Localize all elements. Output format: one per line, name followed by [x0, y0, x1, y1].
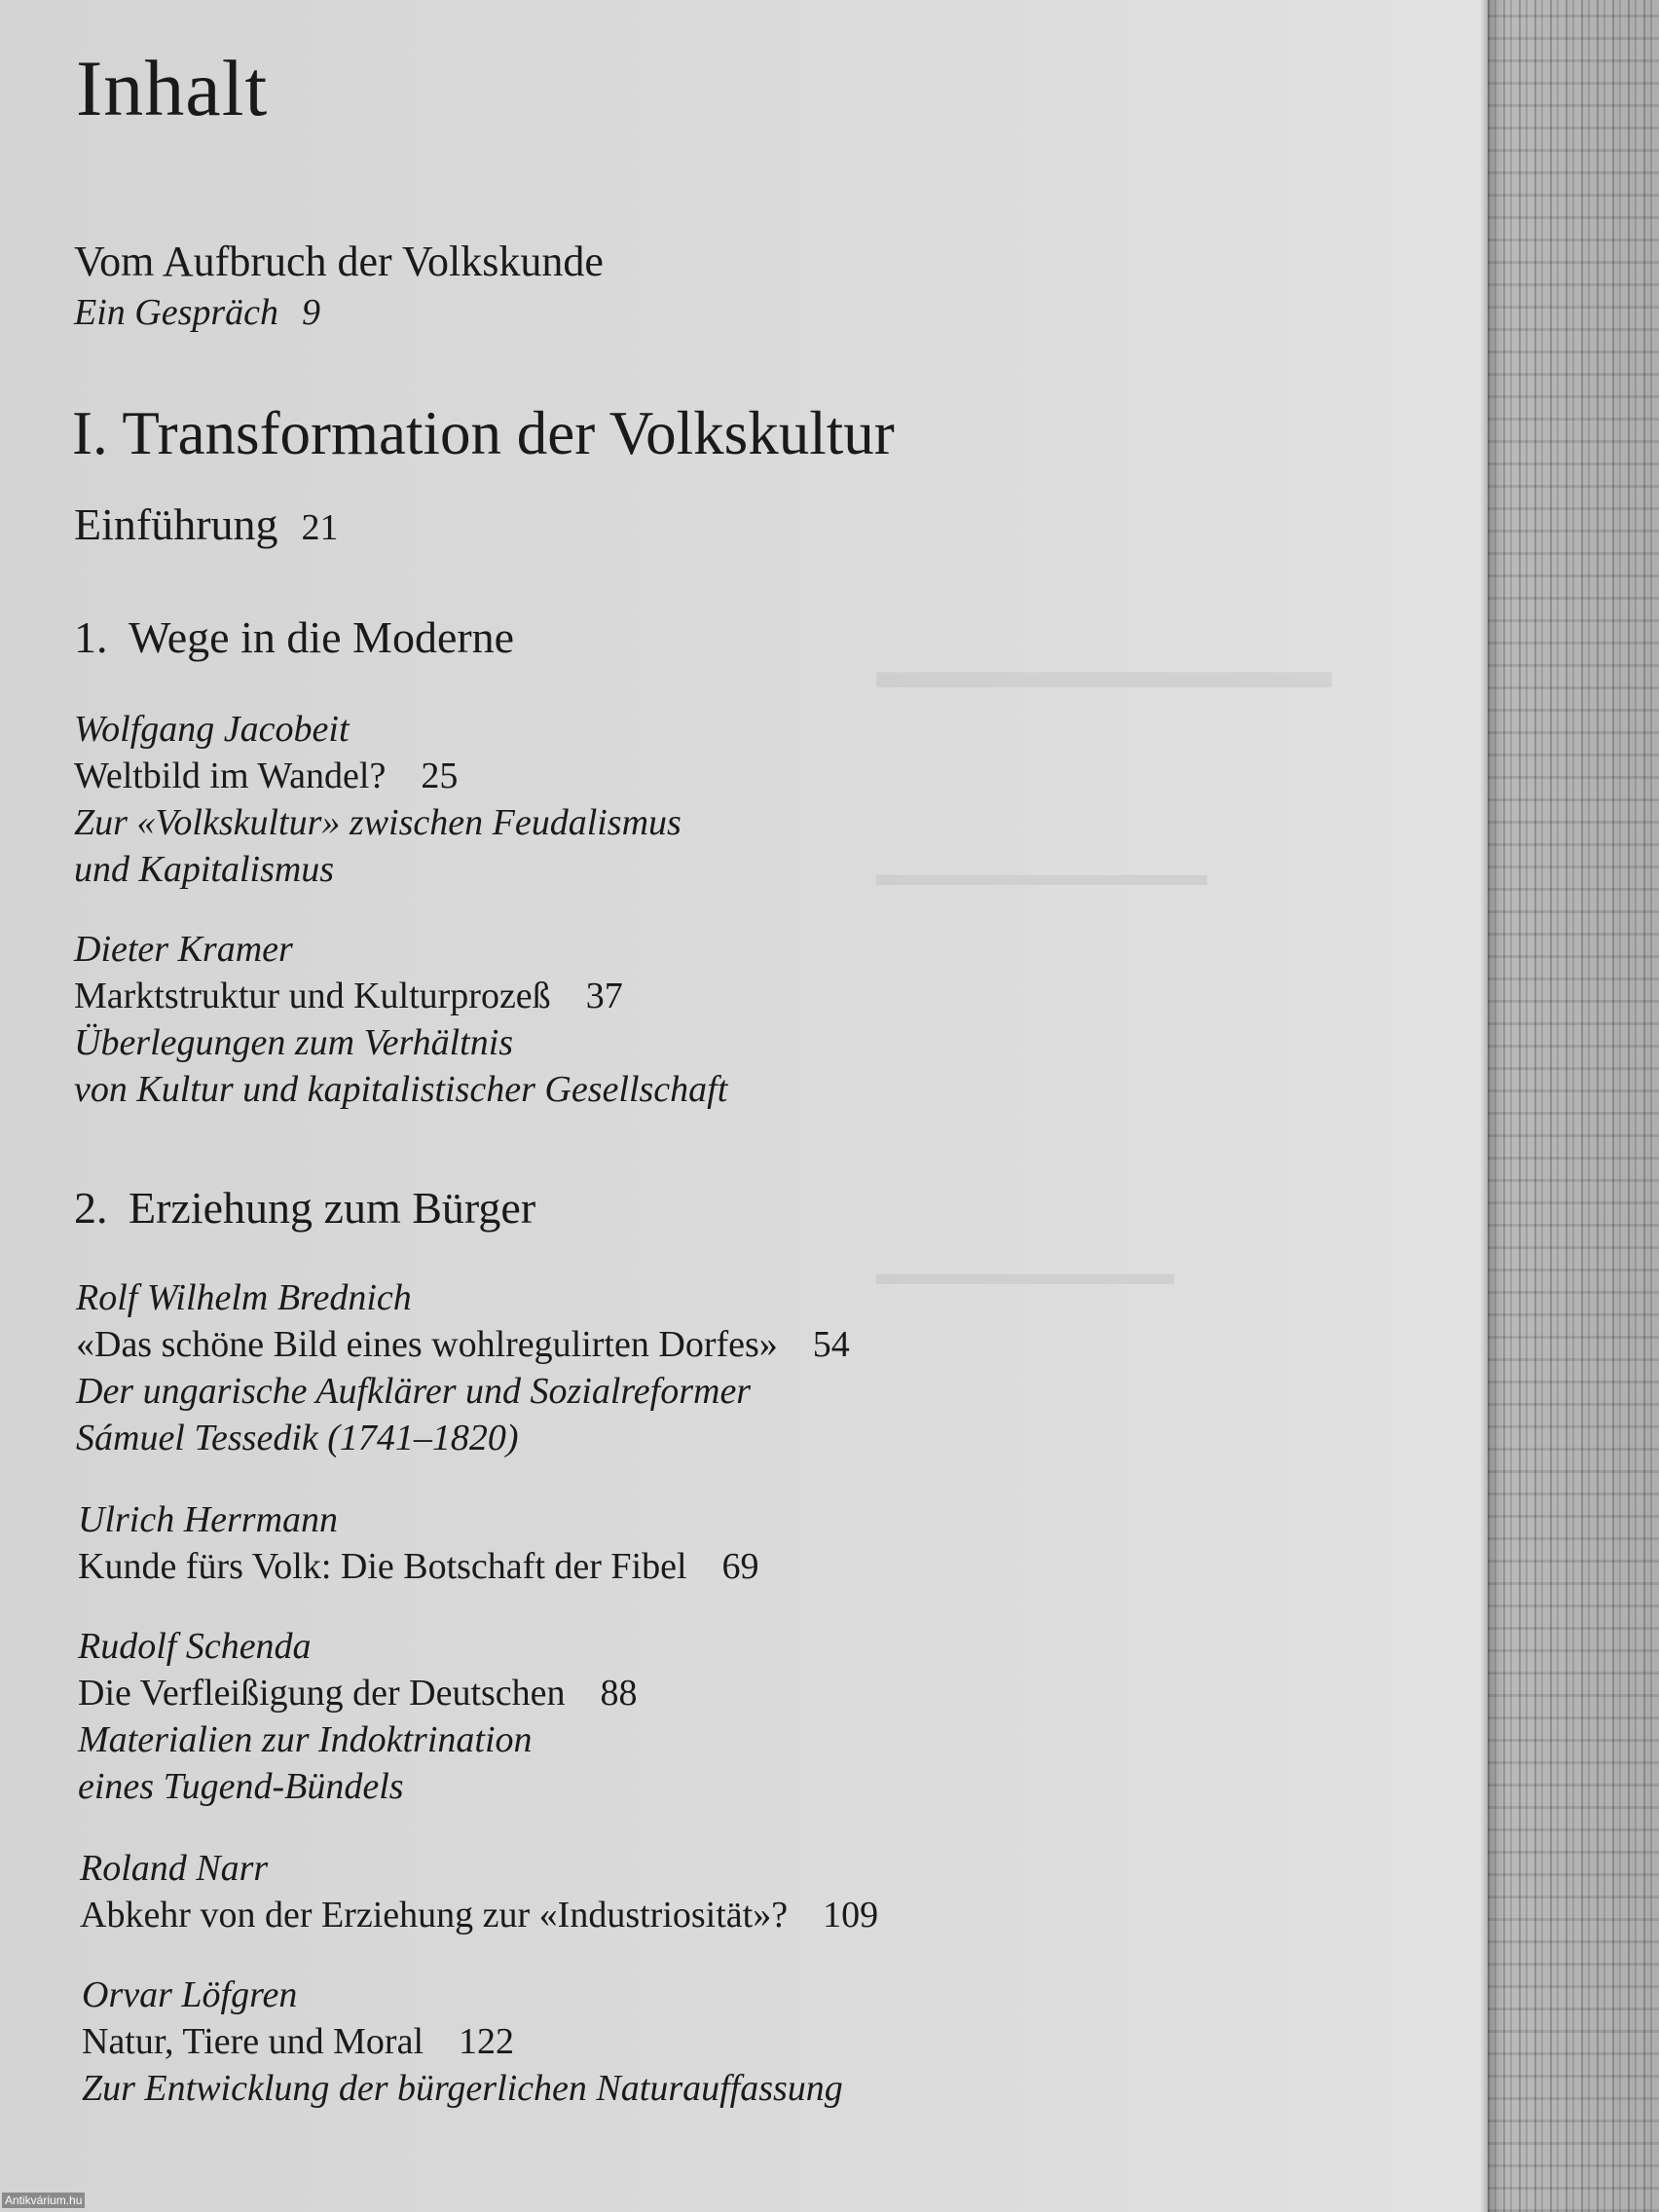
entry-author: Wolfgang Jacobeit [74, 709, 350, 750]
part-title: I. Transformation der Volkskultur [72, 399, 895, 467]
chapter-heading [74, 611, 514, 663]
chapter-number: 1. [74, 612, 108, 662]
show-through-text: ▬▬▬▬▬▬▬▬▬▬ [876, 857, 1207, 893]
chapter-title: Wege in die Moderne [129, 612, 515, 662]
intro-page-number: 21 [301, 507, 339, 548]
entry-title-line [78, 1546, 759, 1589]
entry-subtitle: Zur «Volkskultur» zwischen Feudalismus [74, 802, 682, 843]
prologue-title: Vom Aufbruch der Volkskunde [74, 238, 604, 285]
page-title: Inhalt [76, 44, 269, 132]
prologue-page-number: 9 [302, 292, 321, 333]
entry-subtitle: Der ungarische Aufklärer und Sozialreformer [76, 1371, 752, 1412]
entry-title: «Das schöne Bild eines wohlregulirten Dorfes» [76, 1324, 778, 1365]
entry-title-line [74, 976, 623, 1018]
entry-title-line [80, 1895, 878, 1937]
entry-subtitle: Sámuel Tessedik (1741–1820) [76, 1418, 519, 1458]
entry-author: Ulrich Herrmann [78, 1499, 339, 1540]
entry-subtitle: und Kapitalismus [74, 849, 335, 890]
entry-title: Die Verfleißigung der Deutschen [78, 1673, 566, 1714]
entry-title: Abkehr von der Erziehung zur «Industriosität»? [80, 1895, 789, 1936]
show-through-text: ▬▬▬▬▬▬▬▬▬ [876, 644, 1332, 699]
entry-subtitle: von Kultur und kapitalistischer Gesellschaft [74, 1069, 728, 1110]
chapter-number: 2. [74, 1183, 108, 1233]
entry-author: Rudolf Schenda [78, 1626, 312, 1667]
entry-page-number: 37 [585, 976, 623, 1016]
entry-title: Natur, Tiere und Moral [82, 2021, 424, 2062]
intro-line [74, 498, 339, 550]
entry-title: Weltbild im Wandel? [74, 756, 387, 796]
entry-page-number: 122 [459, 2021, 514, 2062]
entry-page-number: 88 [600, 1673, 638, 1714]
entry-page-number: 109 [823, 1895, 879, 1936]
entry-title-line [82, 2021, 514, 2064]
entry-page-number: 25 [421, 756, 459, 796]
chapter-title: Erziehung zum Bürger [129, 1183, 536, 1233]
entry-page-number: 69 [721, 1546, 759, 1587]
intro-title: Einführung [74, 499, 278, 549]
entry-title-line [78, 1673, 638, 1715]
entry-subtitle: Zur Entwicklung der bürgerlichen Naturauffassung [82, 2068, 843, 2109]
entry-subtitle: eines Tugend-Bündels [78, 1766, 404, 1807]
entry-title: Marktstruktur und Kulturprozeß [74, 976, 551, 1016]
entry-subtitle: Materialien zur Indoktrination [78, 1719, 533, 1760]
entry-author: Dieter Kramer [74, 929, 293, 970]
entry-author: Rolf Wilhelm Brednich [76, 1277, 412, 1318]
entry-subtitle: Überlegungen zum Verhältnis [74, 1022, 514, 1063]
background-surface [1488, 0, 1659, 2212]
chapter-heading [74, 1182, 535, 1234]
entry-page-number: 54 [812, 1324, 850, 1365]
entry-title-line [76, 1324, 850, 1367]
watermark: Antikvárium.hu [2, 2193, 85, 2208]
entry-author: Orvar Löfgren [82, 1974, 298, 2015]
show-through-text: ▬▬▬▬▬▬▬▬▬ [876, 1256, 1174, 1292]
entry-title-line [74, 756, 458, 798]
entry-title: Kunde fürs Volk: Die Botschaft der Fibel [78, 1546, 687, 1587]
prologue-subtitle: Ein Gespräch [74, 292, 279, 333]
entry-author: Roland Narr [80, 1848, 269, 1889]
prologue-subtitle-line [74, 292, 320, 335]
